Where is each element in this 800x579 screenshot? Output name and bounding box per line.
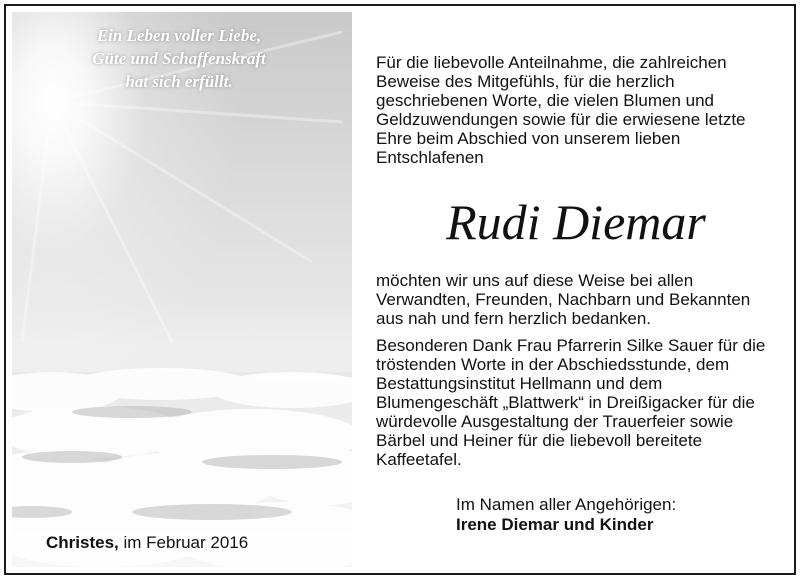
place-date xyxy=(46,533,248,553)
obituary-card xyxy=(4,4,796,575)
motto-line-2: Güte und Schaffenskraft xyxy=(92,49,266,68)
intro-paragraph: Für die liebevolle Anteilnahme, die zahlreichen Beweise des Mitgefühls, für die herzlich geschriebenen Worte, die vielen Blumen und Geldzuwendungen sowie für die erwiesene letzte Ehre beim Abschied von unserem lieben Entschlafenen xyxy=(376,53,746,167)
special-thanks-paragraph: Besonderen Dank Frau Pfarrerin Silke Sauer für die tröstenden Worte in der Abschiedsstunde, dem Bestattungsinstitut Hellmann und dem Blumengeschäft „Blattwerk“ in Dreißigacker für die würdevolle Ausgestaltung der Trauerfeier sowie Bärbel und Heiner für die liebevoll bereitete Kaffeetafel. xyxy=(376,336,766,469)
date: im Februar 2016 xyxy=(123,533,249,552)
signature-names: Irene Diemar und Kinder xyxy=(456,515,654,534)
signature-line: Im Namen aller Angehörigen: xyxy=(456,495,677,514)
deceased-name: Rudi Diemar xyxy=(446,194,706,250)
place: Christes, xyxy=(46,533,119,552)
motto-line-1: Ein Leben voller Liebe, xyxy=(96,26,262,45)
signature xyxy=(456,495,676,535)
motto-line-3: hat sich erfüllt. xyxy=(125,72,233,91)
sky-illustration xyxy=(12,12,352,567)
sky-clouds-image xyxy=(12,12,352,567)
thanks-paragraph: möchten wir uns auf diese Weise bei allen Verwandten, Freunden, Nachbarn und Bekannten aus nah und fern herzlich bedanken. xyxy=(376,271,751,328)
motto xyxy=(6,24,352,93)
